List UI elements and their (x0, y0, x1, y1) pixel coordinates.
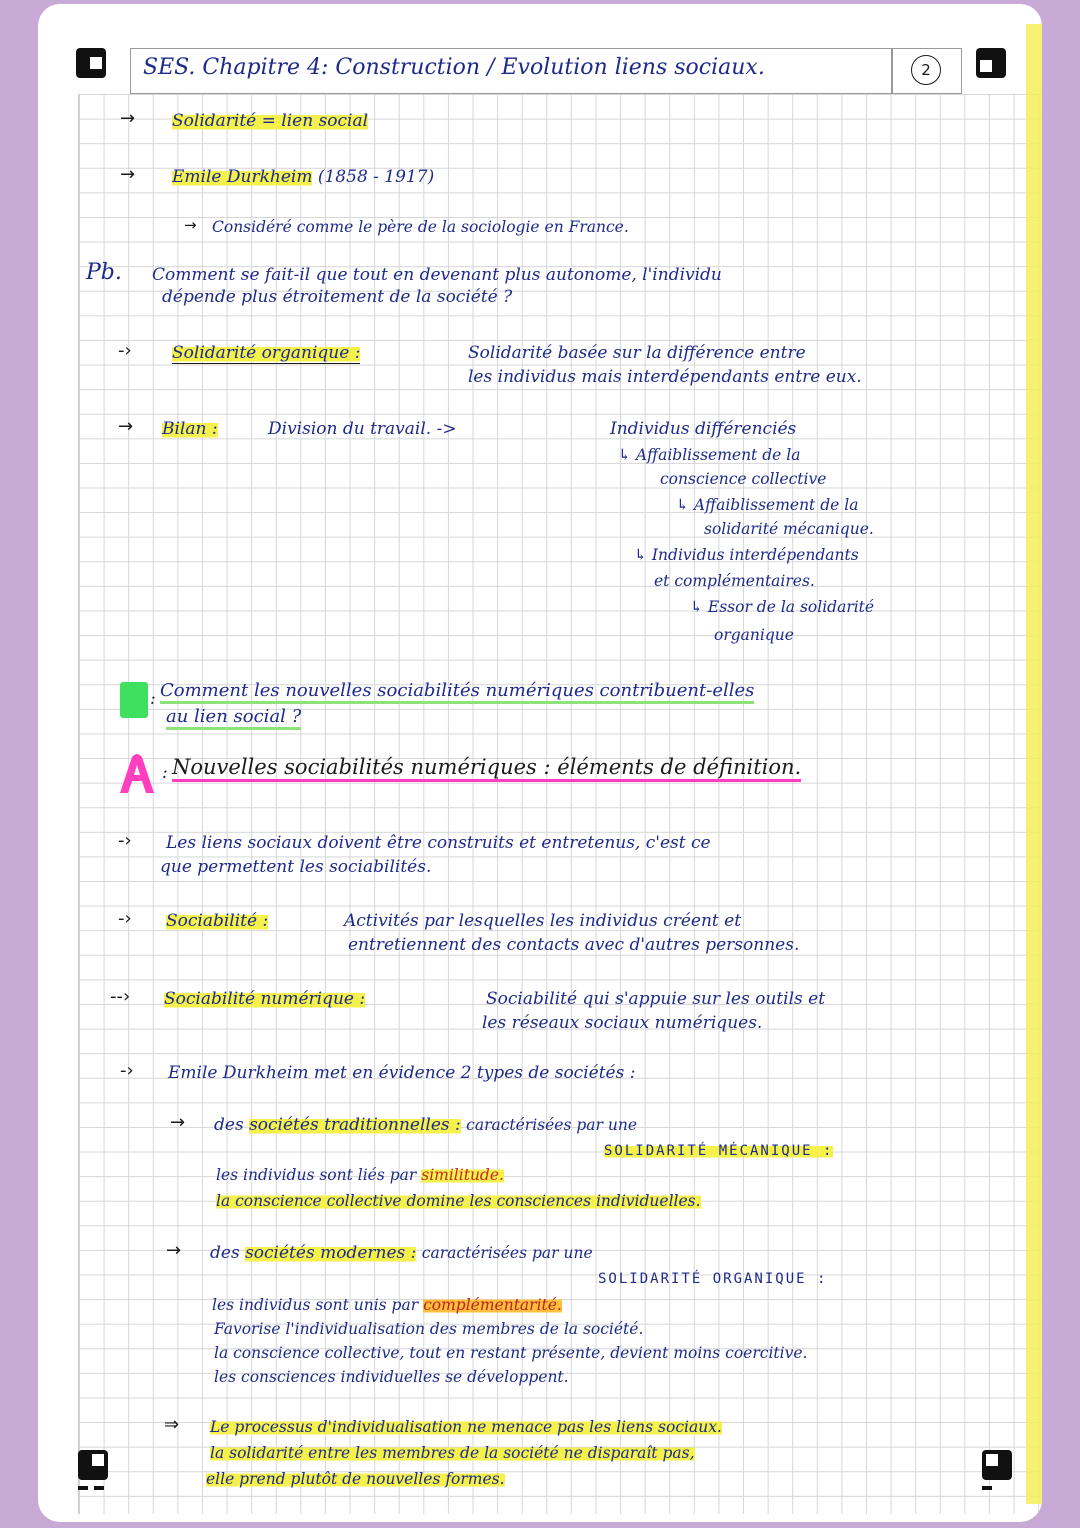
solidarity-type: SOLIDARITÉ MÉCANIQUE : (604, 1143, 834, 1159)
bilan-item: ↳ Affaiblissement de la (618, 446, 801, 464)
bilan-item: et complémentaires. (654, 572, 815, 590)
section-marker-pink-a-icon (114, 751, 160, 797)
arrow-icon: -› (118, 340, 132, 361)
conclusion-line: la solidarité entre les membres de la société ne disparaît pas, (210, 1444, 695, 1462)
arrow-icon: → (120, 164, 136, 185)
section-title: Nouvelles sociabilités numériques : éléments de définition. (172, 756, 801, 778)
arrow-icon: -› (118, 830, 132, 851)
term: Sociabilité : (166, 911, 269, 931)
corner-marker-top-left-icon (76, 48, 106, 78)
pb-label: Pb. (86, 260, 122, 285)
note-line: que permettent les sociabilités. (160, 857, 432, 877)
definition: entretiennent des contacts avec d'autres personnes. (348, 935, 800, 955)
note-line: les consciences individuelles se développent. (214, 1368, 569, 1386)
definition: Sociabilité qui s'appuie sur les outils et (486, 989, 826, 1009)
note-line: la conscience collective domine les consciences individuelles. (216, 1192, 701, 1210)
corner-marker-bottom-right-icon (982, 1450, 1012, 1480)
arrow-icon: → (166, 1240, 182, 1261)
bilan-item: solidarité mécanique. (704, 520, 874, 538)
note-line: les individus sont unis par complémentarité. (212, 1296, 562, 1314)
arrow-icon: --› (110, 986, 131, 1007)
yellow-margin-strip (1026, 24, 1042, 1504)
conclusion-line: Le processus d'individualisation ne menace pas les liens sociaux. (210, 1418, 722, 1436)
bilan-item: Individus différenciés (610, 419, 797, 439)
page-number: 2 (911, 55, 941, 85)
bilan-item: conscience collective (660, 470, 827, 488)
term: Bilan : (162, 419, 218, 439)
definition: Solidarité basée sur la différence entre (468, 343, 806, 363)
bilan-item: organique (714, 626, 794, 644)
note-line: Emile Durkheim met en évidence 2 types de sociétés : (168, 1063, 636, 1083)
note-line: Les liens sociaux doivent être construits et entretenus, c'est ce (166, 833, 711, 853)
arrow-icon: -› (118, 908, 132, 929)
note-line: Favorise l'individualisation des membres de la société. (214, 1320, 644, 1338)
note-line: la conscience collective, tout en restant présente, devient moins coercitive. (214, 1344, 808, 1362)
arrow-icon: → (184, 216, 197, 234)
term: Sociabilité numérique : (164, 989, 366, 1009)
solidarity-type: SOLIDARITÉ ORGANIQUE : (598, 1271, 828, 1287)
note-line: des sociétés traditionnelles : caractérisées par une (214, 1115, 637, 1135)
section-marker-green-icon (120, 682, 148, 718)
section-marker-colon: : (150, 689, 156, 709)
section-question: Comment les nouvelles sociabilités numériques contribuent-elles (160, 680, 754, 702)
bilan-item: ↳ Essor de la solidarité (690, 598, 875, 616)
note-line: Solidarité = lien social (172, 111, 369, 131)
corner-dash-icon (94, 1486, 104, 1490)
term: Solidarité organique : (172, 343, 361, 363)
definition: Activités par lesquelles les individus créent et (344, 911, 742, 931)
definition: les réseaux sociaux numériques. (482, 1013, 763, 1033)
page-header (130, 48, 962, 94)
bilan-item: ↳ Affaiblissement de la (676, 496, 859, 514)
note-line: Considéré comme le père de la sociologie en France. (212, 218, 629, 236)
section-question: au lien social ? (166, 706, 301, 728)
note-line: Comment se fait-il que tout en devenant plus autonome, l'individu (152, 265, 722, 285)
definition: les individus mais interdépendants entre eux. (468, 367, 862, 387)
note-line: les individus sont liés par similitude. (216, 1166, 504, 1184)
corner-dash-icon (982, 1486, 992, 1490)
arrow-icon: → (118, 416, 134, 437)
arrow-icon: → (170, 1112, 186, 1133)
corner-dash-icon (78, 1486, 88, 1490)
note-line: dépende plus étroitement de la société ? (162, 287, 513, 307)
corner-marker-bottom-left-icon (78, 1450, 108, 1480)
corner-marker-top-right-icon (976, 48, 1006, 78)
notebook-page (38, 4, 1042, 1522)
double-arrow-icon: ⇒ (164, 1414, 180, 1435)
note-line: Division du travail. -> (268, 419, 457, 439)
arrow-icon: → (120, 108, 136, 129)
section-marker-colon: : (162, 763, 168, 783)
header-divider (891, 49, 893, 93)
arrow-icon: -› (120, 1060, 134, 1081)
note-line: des sociétés modernes : caractérisées par une (210, 1243, 593, 1263)
bilan-item: ↳ Individus interdépendants (634, 546, 859, 564)
note-line: Emile Durkheim (1858 - 1917) (172, 167, 435, 187)
conclusion-line: elle prend plutôt de nouvelles formes. (206, 1470, 505, 1488)
page-title: SES. Chapitre 4: Construction / Evolution liens sociaux. (143, 55, 765, 80)
